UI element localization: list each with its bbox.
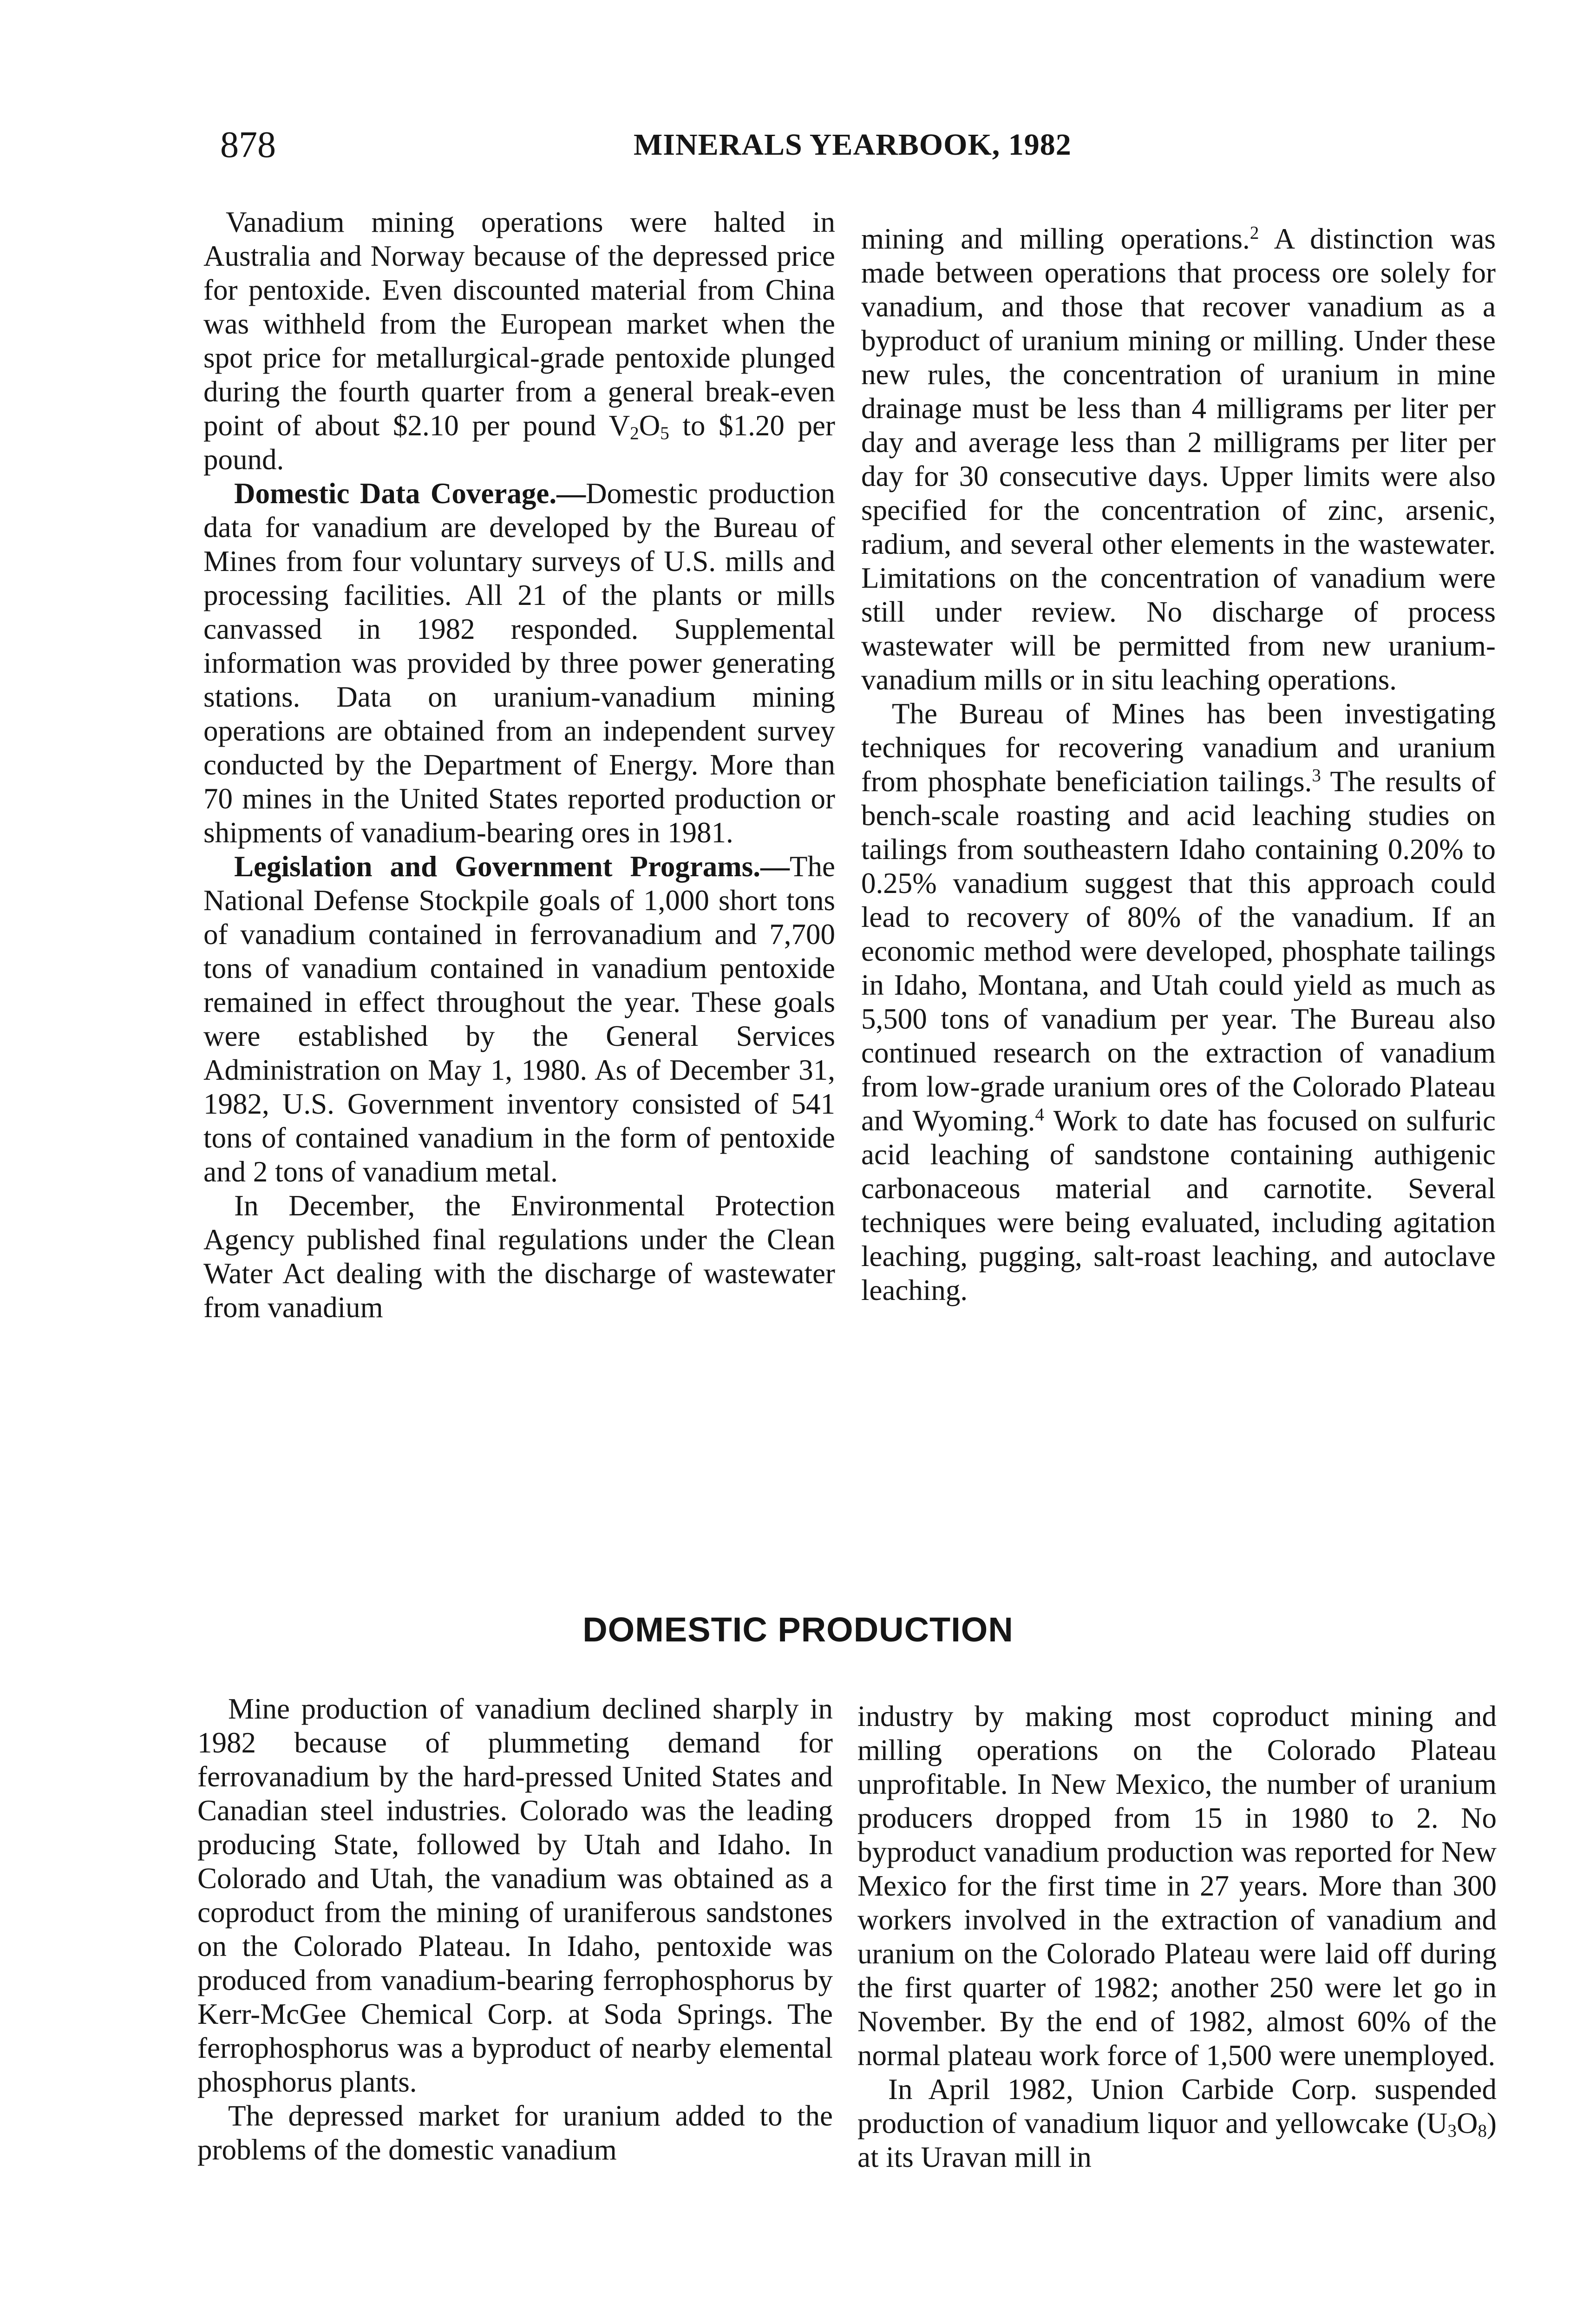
subscript: 5: [660, 423, 669, 443]
paragraph-text: ) at its Uravan mill in: [857, 2107, 1497, 2173]
formula-text: O: [1456, 2107, 1478, 2139]
paragraph-plateau-industry: [857, 1700, 1497, 2073]
subscript: 3: [1447, 2120, 1457, 2141]
paragraph-text: Work to date has focused on sulfuric acid leaching of sandstone containing authigenic carbonaceous material and carnotite. Several techniques were being evaluated, including agitation leaching, pugging, salt-roast leaching, and autoclave leaching.: [861, 1104, 1496, 1306]
section-heading-domestic-production: DOMESTIC PRODUCTION: [582, 1610, 1014, 1649]
paragraph-text: Mine production of vanadium declined sharply in 1982 because of plummeting demand for ferrovanadium by the hard-pressed United States and Canadian steel industries. Colorado was the leading producing State, followed by Utah and Idaho. In Colorado and Utah, the vanadium was obtained as a coproduct from the mining of uraniferous sandstones on the Colorado Plateau. In Idaho, pentoxide was produced from vanadium-bearing ferrophosphorus by Kerr-McGee Chemical Corp. at Soda Springs. The ferrophosphorus was a byproduct of nearby elemental phosphorus plants.: [197, 1693, 833, 2098]
subscript: 8: [1478, 2120, 1487, 2141]
paragraph-wastewater-rules: [861, 222, 1496, 697]
paragraph-uranium-market: [197, 2099, 833, 2167]
footnote-ref: 4: [1035, 1104, 1045, 1125]
paragraph-text: mining and milling operations.: [861, 223, 1250, 255]
paragraph-domestic-data-coverage: [203, 477, 835, 850]
paragraph-text: In April 1982, Union Carbide Corp. suspended production of vanadium liquor and yellowcake (U: [857, 2073, 1497, 2139]
subscript: 2: [630, 423, 639, 443]
footnote-ref: 2: [1249, 223, 1259, 243]
paragraph-union-carbide: [857, 2073, 1497, 2174]
paragraph-text: Vanadium mining operations were halted in Australia and Norway because of the depressed price for pentoxide. Even discounted material from China was withheld from the European market when the spot price for metallurgical-grade pentoxide plunged during the fourth quarter from a general break-even point of about $2.10 per pound V: [203, 206, 835, 442]
paragraph-text: industry by making most coproduct mining and milling operations on the Colorado Plateau unprofitable. In New Mexico, the number of uranium producers dropped from 15 in 1980 to 2. No byproduct vanadium production was reported for New Mexico for the first time in 27 years. More than 300 workers involved in the extraction of vanadium and uranium on the Colorado Plateau were laid off during the first quarter of 1982; another 250 were let go in November. By the end of 1982, almost 60% of the normal plateau work force of 1,500 were unemployed.: [857, 1700, 1497, 2072]
paragraph-text: to $1.20 per pound.: [203, 409, 835, 476]
formula-text: O: [639, 409, 661, 442]
column-top-right: [861, 222, 1496, 1572]
page-number: 878: [220, 125, 276, 165]
footnote-ref: 3: [1312, 765, 1321, 786]
paragraph-price-pentoxide: [203, 205, 835, 477]
paragraph-text: Domestic production data for vanadium are developed by the Bureau of Mines from four voluntary surveys of U.S. mills and processing facilities. All 21 of the plants or mills canvassed in 1982 responded. Supplemental information was provided by three power generating stations. Data on uranium-vanadium mining operations are obtained from an independent survey conducted by the Department of Energy. More than 70 mines in the United States reported production or shipments of vanadium-bearing ores in 1981.: [203, 477, 836, 849]
paragraph-text: The results of bench-scale roasting and acid leaching studies on tailings from southeastern Idaho containing 0.20% to 0.25% vanadium suggest that this approach could lead to recovery of 80% of the vanadium. If an economic method were developed, phosphate tailings in Idaho, Montana, and Utah could yield as much as 5,500 tons of vanadium per year. The Bureau also continued research on the extraction of vanadium from low-grade uranium ores of the Colorado Plateau and Wyoming.: [861, 765, 1496, 1137]
paragraph-text: The depressed market for uranium added to the problems of the domestic vanadium: [197, 2100, 833, 2166]
paragraph-mine-production: [197, 1692, 833, 2099]
paragraph-bureau-research: [861, 697, 1496, 1307]
paragraph-text: A distinction was made between operations that process ore solely for vanadium, and those that recover vanadium as a byproduct of uranium mining or milling. Under these new rules, the concentration of uranium in mine drainage must be less than 4 milligrams per liter per day and average less than 2 milligrams per liter per day for 30 consecutive days. Upper limits were also specified for the concentration of zinc, arsenic, radium, and several other elements in the wastewater. Limitations on the concentration of vanadium were still under review. No discharge of process wastewater will be permitted from new uranium-vanadium mills or in situ leaching operations.: [861, 223, 1496, 696]
paragraph-text: The Bureau of Mines has been investigating techniques for recovering vanadium and uranium from phosphate beneficiation tailings.: [861, 697, 1496, 798]
paragraph-text: The National Defense Stockpile goals of 1,000 short tons of vanadium contained in ferrovanadium and 7,700 tons of vanadium contained in vanadium pentoxide remained in effect throughout the year. These goals were established by the General Services Administration on May 1, 1980. As of December 31, 1982, U.S. Government inventory consisted of 541 tons of contained vanadium in the form of pentoxide and 2 tons of vanadium metal.: [203, 850, 835, 1188]
column-top-left: [203, 205, 835, 1571]
paragraph-legislation: [203, 850, 835, 1189]
paragraph-epa-regulations: [203, 1189, 835, 1325]
running-title: MINERALS YEARBOOK, 1982: [634, 128, 1072, 162]
column-bottom-right: [857, 1700, 1497, 2290]
run-in-heading: Domestic Data Coverage.—: [234, 477, 586, 510]
running-header: [220, 122, 1088, 168]
paragraph-text: In December, the Environmental Protection Agency published final regulations under the Clean Water Act dealing with the discharge of wastewater from vanadium: [203, 1189, 835, 1324]
run-in-heading: Legislation and Government Programs.—: [234, 850, 790, 883]
column-bottom-left: [197, 1692, 833, 2291]
